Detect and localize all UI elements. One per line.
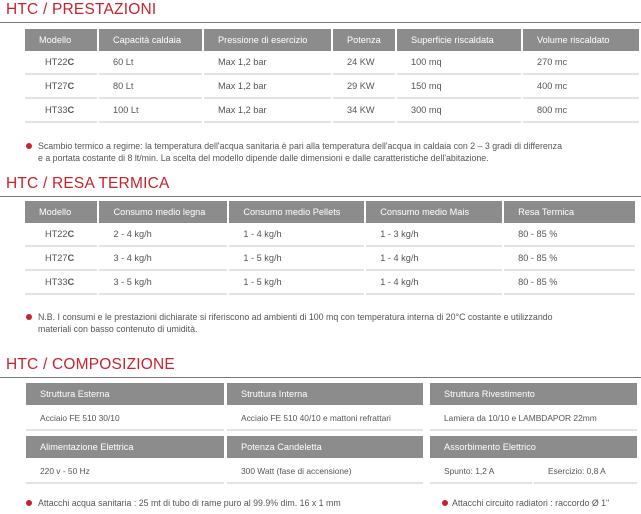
table-cell: 60 Lt xyxy=(99,51,202,75)
section-title-resa-termica: HTC / RESA TERMICA xyxy=(6,175,170,192)
column-header: Capacità caldaia xyxy=(99,29,202,51)
column-header: Modello xyxy=(25,201,97,223)
table-row xyxy=(25,51,639,75)
model-cell: HT22C xyxy=(25,51,97,75)
esercizio-value: Esercizio: 0,8 A xyxy=(534,460,637,484)
model-cell: HT27C xyxy=(25,247,97,271)
table-row xyxy=(25,99,639,123)
assorbimento-elettrico-header: Assorbimento Elettrico xyxy=(430,436,637,458)
table-cell: 1 - 4 kg/h xyxy=(366,271,502,295)
model-cell: HT33C xyxy=(25,99,97,123)
table-cell: 80 - 85 % xyxy=(504,247,635,271)
model-cell: HT33C xyxy=(25,271,97,295)
note-prestazioni: Scambio termico a regime: la temperatura dell'acqua sanitaria è pari alla temperatura dell'acqua in caldaia con 2 – 3 gradi di differenza e a portata costante di 8 lt/min. La scelta del modello dipende dalle dimensioni e dalle caratteristiche dell'abitazione. xyxy=(38,141,562,163)
table-cell: 1 - 3 kg/h xyxy=(366,223,502,247)
alimentazione-elettrica-header: Alimentazione Elettrica xyxy=(26,436,224,458)
table-row xyxy=(25,75,639,99)
table-cell: 1 - 5 kg/h xyxy=(229,271,364,295)
footer-attacchi-radiatori: Attacchi circuito radiatori : raccordo Ø 1" xyxy=(452,498,610,508)
column-header: Modello xyxy=(25,29,97,51)
footer-attacchi-sanitaria: Attacchi acqua sanitaria : 25 mt di tubo di rame puro al 99.9% dim. 16 x 1 mm xyxy=(38,498,341,508)
table-cell: 1 - 4 kg/h xyxy=(229,223,364,247)
resa-table xyxy=(23,201,637,295)
table-row xyxy=(25,223,635,247)
column-header: Potenza xyxy=(333,29,395,51)
bullet-icon xyxy=(26,500,32,506)
column-header: Superficie riscaldata xyxy=(397,29,521,51)
column-header: Consumo medio Mais xyxy=(366,201,502,223)
table-cell: 400 mc xyxy=(523,75,639,99)
table-cell: 150 mq xyxy=(397,75,521,99)
model-cell: HT22C xyxy=(25,223,97,247)
table-cell: 24 KW xyxy=(333,51,395,75)
model-cell: HT27C xyxy=(25,75,97,99)
column-header: Volume riscaldato xyxy=(523,29,639,51)
table-row xyxy=(25,271,635,295)
table-cell: 34 KW xyxy=(333,99,395,123)
table-cell: Max 1,2 bar xyxy=(204,51,331,75)
table-cell: 80 - 85 % xyxy=(504,223,635,247)
section-divider xyxy=(0,22,641,23)
table-cell: Max 1,2 bar xyxy=(204,99,331,123)
table-header-row xyxy=(25,201,635,223)
column-header: Consumo medio Pellets xyxy=(229,201,364,223)
spunto-value: Spunto: 1,2 A xyxy=(430,460,532,484)
table-cell: 300 mq xyxy=(397,99,521,123)
table-cell: 1 - 5 kg/h xyxy=(229,247,364,271)
table-cell: 2 - 4 kg/h xyxy=(99,223,227,247)
column-header: Consumo medio legna xyxy=(99,201,227,223)
struttura-esterna-header: Struttura Esterna xyxy=(26,383,224,405)
table-cell: 3 - 4 kg/h xyxy=(99,247,227,271)
note-resa: N.B. I consumi e le prestazioni dichiarate si riferiscono ad ambienti di 100 mq con temperatura interna di 20°C costante e utilizzando materiali con basso contenuto di umidità. xyxy=(38,312,553,334)
section-title-prestazioni: HTC / PRESTAZIONI xyxy=(6,1,157,18)
table-cell: 270 mc xyxy=(523,51,639,75)
bullet-icon xyxy=(26,314,32,320)
table-cell: 1 - 4 kg/h xyxy=(366,247,502,271)
struttura-esterna-value: Acciaio FE 510 30/10 xyxy=(26,407,224,431)
table-cell: 80 Lt xyxy=(99,75,202,99)
table-cell: 100 Lt xyxy=(99,99,202,123)
section-divider xyxy=(0,196,641,197)
alimentazione-elettrica-value: 220 v - 50 Hz xyxy=(26,460,224,484)
table-header-row xyxy=(25,29,639,51)
potenza-candeletta-header: Potenza Candeletta xyxy=(227,436,423,458)
bullet-icon xyxy=(26,143,32,149)
potenza-candeletta-value: 300 Watt (fase di accensione) xyxy=(227,460,423,484)
table-cell: Max 1,2 bar xyxy=(204,75,331,99)
struttura-interna-value: Acciaio FE 510 40/10 e mattoni refrattari xyxy=(227,407,423,431)
table-cell: 80 - 85 % xyxy=(504,271,635,295)
table-row xyxy=(25,247,635,271)
table-cell: 29 KW xyxy=(333,75,395,99)
column-header: Resa Termica xyxy=(504,201,635,223)
section-title-composizione: HTC / COMPOSIZIONE xyxy=(6,356,175,373)
struttura-rivestimento-header: Struttura Rivestimento xyxy=(430,383,637,405)
bullet-icon xyxy=(442,500,448,506)
struttura-rivestimento-value: Lamiera da 10/10 e LAMBDAPOR 22mm xyxy=(430,407,637,431)
section-divider xyxy=(0,377,641,378)
prestazioni-table xyxy=(23,29,641,123)
column-header: Pressione di esercizio xyxy=(204,29,331,51)
table-cell: 100 mq xyxy=(397,51,521,75)
table-cell: 3 - 5 kg/h xyxy=(99,271,227,295)
struttura-interna-header: Struttura Interna xyxy=(227,383,423,405)
table-cell: 800 mc xyxy=(523,99,639,123)
